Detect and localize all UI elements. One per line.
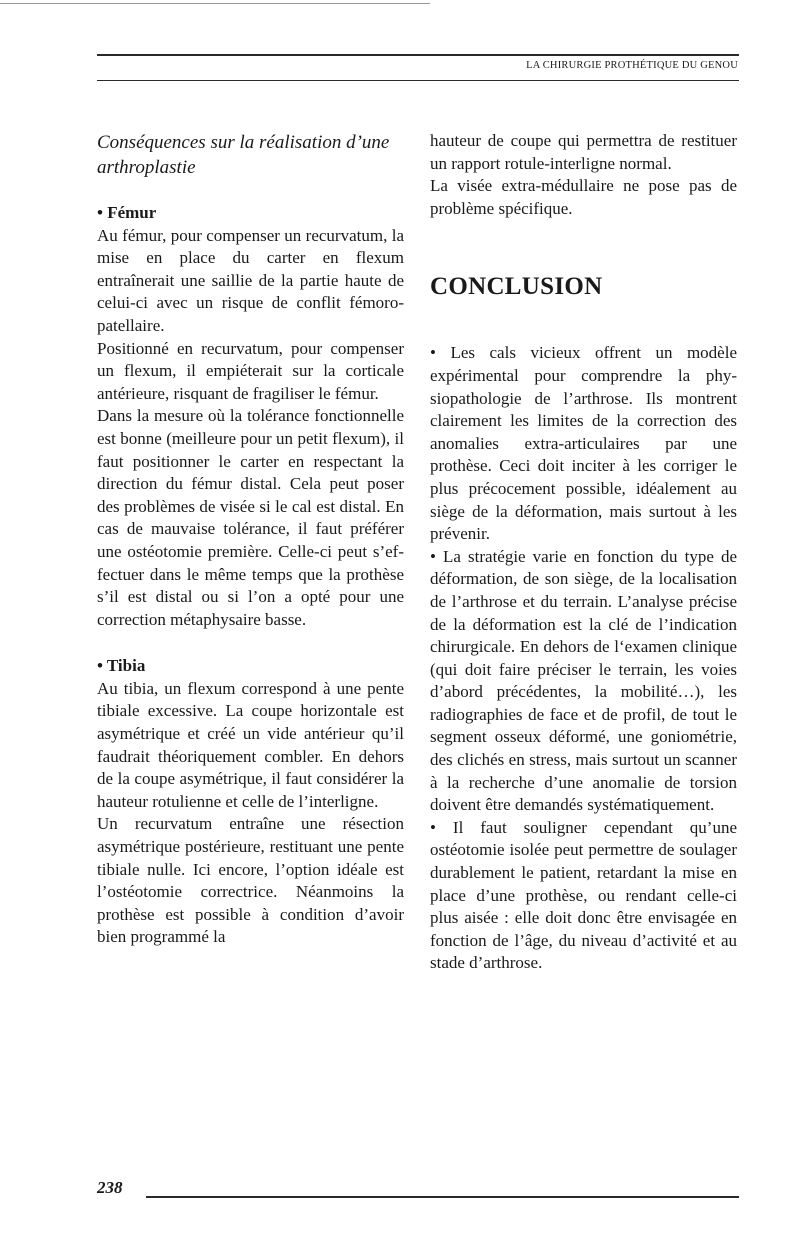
right-column — [430, 130, 737, 975]
tibia-heading: • Tibia — [97, 656, 146, 676]
femur-heading: • Fémur — [97, 203, 157, 222]
femur-paragraph-1: Au fémur, pour compenser un recurvatum, la mise en place du carter en flexum entraînerait une saillie de la partie haute de celui-ci avec un risque de conflit fémoro-patellaire. — [97, 225, 404, 335]
running-head: LA CHIRURGIE PROTHÉTIQUE DU GENOU — [526, 60, 738, 71]
tibia-paragraph-2: Un recurvatum entraîne une résection asymétrique postérieure, restituant une pente tibiale nulle. Ici encore, l’option idéale est l’ostéotomie correctrice. Néanmoins la prothèse est possible à condition d’avoir bien programmé la — [97, 814, 404, 947]
header-rule-top — [97, 54, 739, 56]
header-rule-bottom — [97, 80, 739, 81]
left-column — [97, 130, 404, 949]
page-number: 238 — [97, 1178, 123, 1197]
continuation-paragraph-1: hauteur de coupe qui permettra de restituer un rapport rotule-interligne normal. — [430, 131, 737, 173]
section-title: Conséquences sur la réalisation d’une arthroplastie — [97, 132, 390, 178]
tibia-paragraph-1: Au tibia, un flexum correspond à une pente tibiale excessive. La coupe horizontale est asymétrique et créé un vide antérieur qu’il faudrait théoriquement combler. En dehors de la coupe asymétrique, il faut considérer la hauteur rotulienne et celle de l’interligne. — [97, 678, 404, 811]
conclusion-paragraph-3: • Il faut souligner cependant qu’une ostéotomie isolée peut permettre de soulager durablement le patient, retardant la mise en place d’une prothèse, ou rendant celle-ci plus aisée : elle doit donc être envisagée en fonction de l’âge, du niveau d’activité et au stade d’arthrose. — [430, 817, 737, 973]
scan-artifact-line — [0, 3, 430, 4]
section-gap — [97, 631, 404, 655]
femur-paragraph-2: Positionné en recurvatum, pour compenser un flexum, il empiéterait sur la corticale antérieure, risquant de fragiliser le fémur. — [97, 338, 404, 403]
footer-rule — [146, 1196, 739, 1198]
femur-paragraph-3: Dans la mesure où la tolérance fonctionnelle est bonne (meilleure pour un petit flexum), il faut positionner le carter en respectant la direction du fémur distal. Cela peut poser des problèmes de visée si le cal est distal. En cas de mauvaise tolérance, il faut préférer une ostéotomie première. Celle-ci peut s’effectuer dans le même temps que la prothèse s’il est distal ou si l’on a opté pour une correction métaphysaire basse. — [97, 406, 404, 629]
conclusion-paragraph-1: • Les cals vicieux offrent un modèle expérimental pour comprendre la physiopathologie de l’arthrose. Ils montrent clairement les limites de la correction des anomalies extra-articulaires par une prothèse. Ceci doit inciter à les corriger le plus précocement possible, idéalement au siège de la déformation, mais surtout à les prévenir. — [430, 343, 737, 544]
conclusion-title: CONCLUSION — [430, 273, 603, 301]
continuation-paragraph-2: La visée extra-médullaire ne pose pas de problème spécifique. — [430, 176, 737, 218]
conclusion-paragraph-2: • La stratégie varie en fonction du type de déformation, de son siège, de la localisation de l’arthrose et du terrain. L’analyse précise de la déformation est la clé de l’indication chirurgicale. En dehors de l‘examen clinique (qui doit faire préciser le terrain, les voies d’abord précédentes, la mobilité…), les radiographies de face et de profil, de tout le segment osseux déformé, une goniométrie, des clichés en stress, mais surtout un scanner à la recherche d’une anomalie de torsion doivent être demandés systématiquement. — [430, 546, 737, 815]
